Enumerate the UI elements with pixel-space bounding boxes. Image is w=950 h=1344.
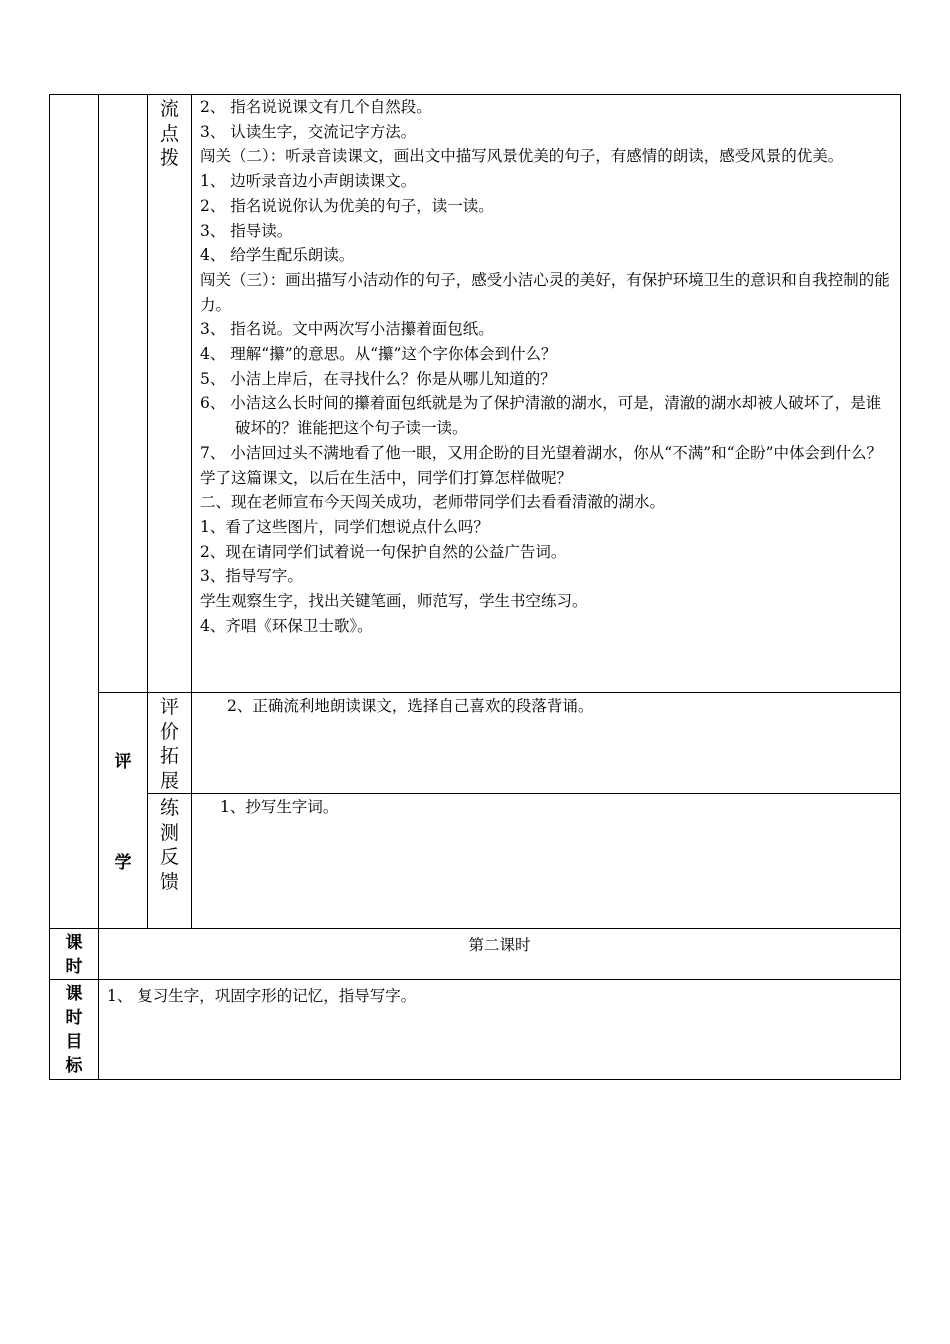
eval-content <box>192 693 901 794</box>
eval-label: 评 价 拓 展 <box>148 693 192 794</box>
flow-line: 6、 小洁这么长时间的攥着面包纸就是为了保护清澈的湖水，可是，清澈的湖水却被人破坏了，是谁破坏的？谁能把这个句子读一读。 <box>200 394 882 438</box>
practice-content <box>192 794 901 929</box>
flow-line: 7、 小洁回过头不满地看了他一眼，又用企盼的目光望着湖水，你从“不满”和“企盼”中体会到什么？ <box>200 443 882 462</box>
flow-line: 2、 指名说说你认为优美的句子，读一读。 <box>200 196 494 215</box>
outer-left-cell <box>50 95 99 929</box>
flow-line: 5、 小洁上岸后，在寻找什么？你是从哪儿知道的？ <box>200 369 556 388</box>
flow-line: 4、 给学生配乐朗读。 <box>200 246 355 265</box>
flow-line: 2、 指名说说课文有几个自然段。 <box>200 98 432 116</box>
xue-label: 学 <box>114 853 132 873</box>
flow-line: 3、 指名说。文中两次写小洁攥着面包纸。 <box>200 320 494 339</box>
flow-label: 流 点 拨 <box>148 95 192 693</box>
practice-text: 1、抄写生字词。 <box>220 798 339 816</box>
eval-row <box>50 693 901 794</box>
flow-line: 闯关（三）：画出描写小洁动作的句子，感受小洁心灵的美好，有保护环境卫生的意识和自我控制的能力。 <box>200 270 890 314</box>
flow-line: 1、看了这些图片，同学们想说点什么吗？ <box>200 517 489 536</box>
eval-text: 2、正确流利地朗读课文，选择自己喜欢的段落背诵。 <box>227 697 594 715</box>
flow-line: 二、现在老师宣布今天闯关成功，老师带同学们去看看清澈的湖水。 <box>200 493 666 512</box>
flow-line: 1、 边听录音边小声朗读课文。 <box>200 172 417 191</box>
lesson-plan-table <box>49 94 901 1080</box>
ping-label: 评 <box>114 752 132 772</box>
goal-label: 课 时 目 标 <box>50 980 99 1080</box>
flow-line: 4、 理解“攥”的意思。从“攥”这个字你体会到什么？ <box>200 345 557 364</box>
flow-line: 3、 指导读。 <box>200 221 293 240</box>
period-row <box>50 929 901 980</box>
flow-line: 3、 认读生字，交流记字方法。 <box>200 122 417 141</box>
practice-label: 练 测 反 馈 <box>148 794 192 929</box>
flow-line: 3、指导写字。 <box>200 567 303 586</box>
flow-line: 4、齐唱《环保卫士歌》。 <box>200 616 373 635</box>
practice-row <box>50 794 901 929</box>
period-text: 第二课时 <box>99 929 901 980</box>
goal-row <box>50 980 901 1080</box>
flow-line: 闯关（二）：听录音读课文，画出文中描写风景优美的句子，有感情的朗读，感受风景的优美。 <box>200 147 844 166</box>
flow-row <box>50 95 901 693</box>
flow-content <box>192 95 901 693</box>
flow-line: 学生观察生字，找出关键笔画，师范写，学生书空练习。 <box>200 592 588 611</box>
flow-line: 2、现在请同学们试着说一句保护自然的公益广告词。 <box>200 542 567 561</box>
side-blank-cell <box>99 95 148 693</box>
flow-line: 学了这篇课文，以后在生活中，同学们打算怎样做呢？ <box>200 468 573 487</box>
ping-xue-cell <box>99 693 148 929</box>
goal-text: 1、 复习生字，巩固字形的记忆，指导写字。 <box>99 980 901 1080</box>
period-label: 课 时 <box>50 929 99 980</box>
